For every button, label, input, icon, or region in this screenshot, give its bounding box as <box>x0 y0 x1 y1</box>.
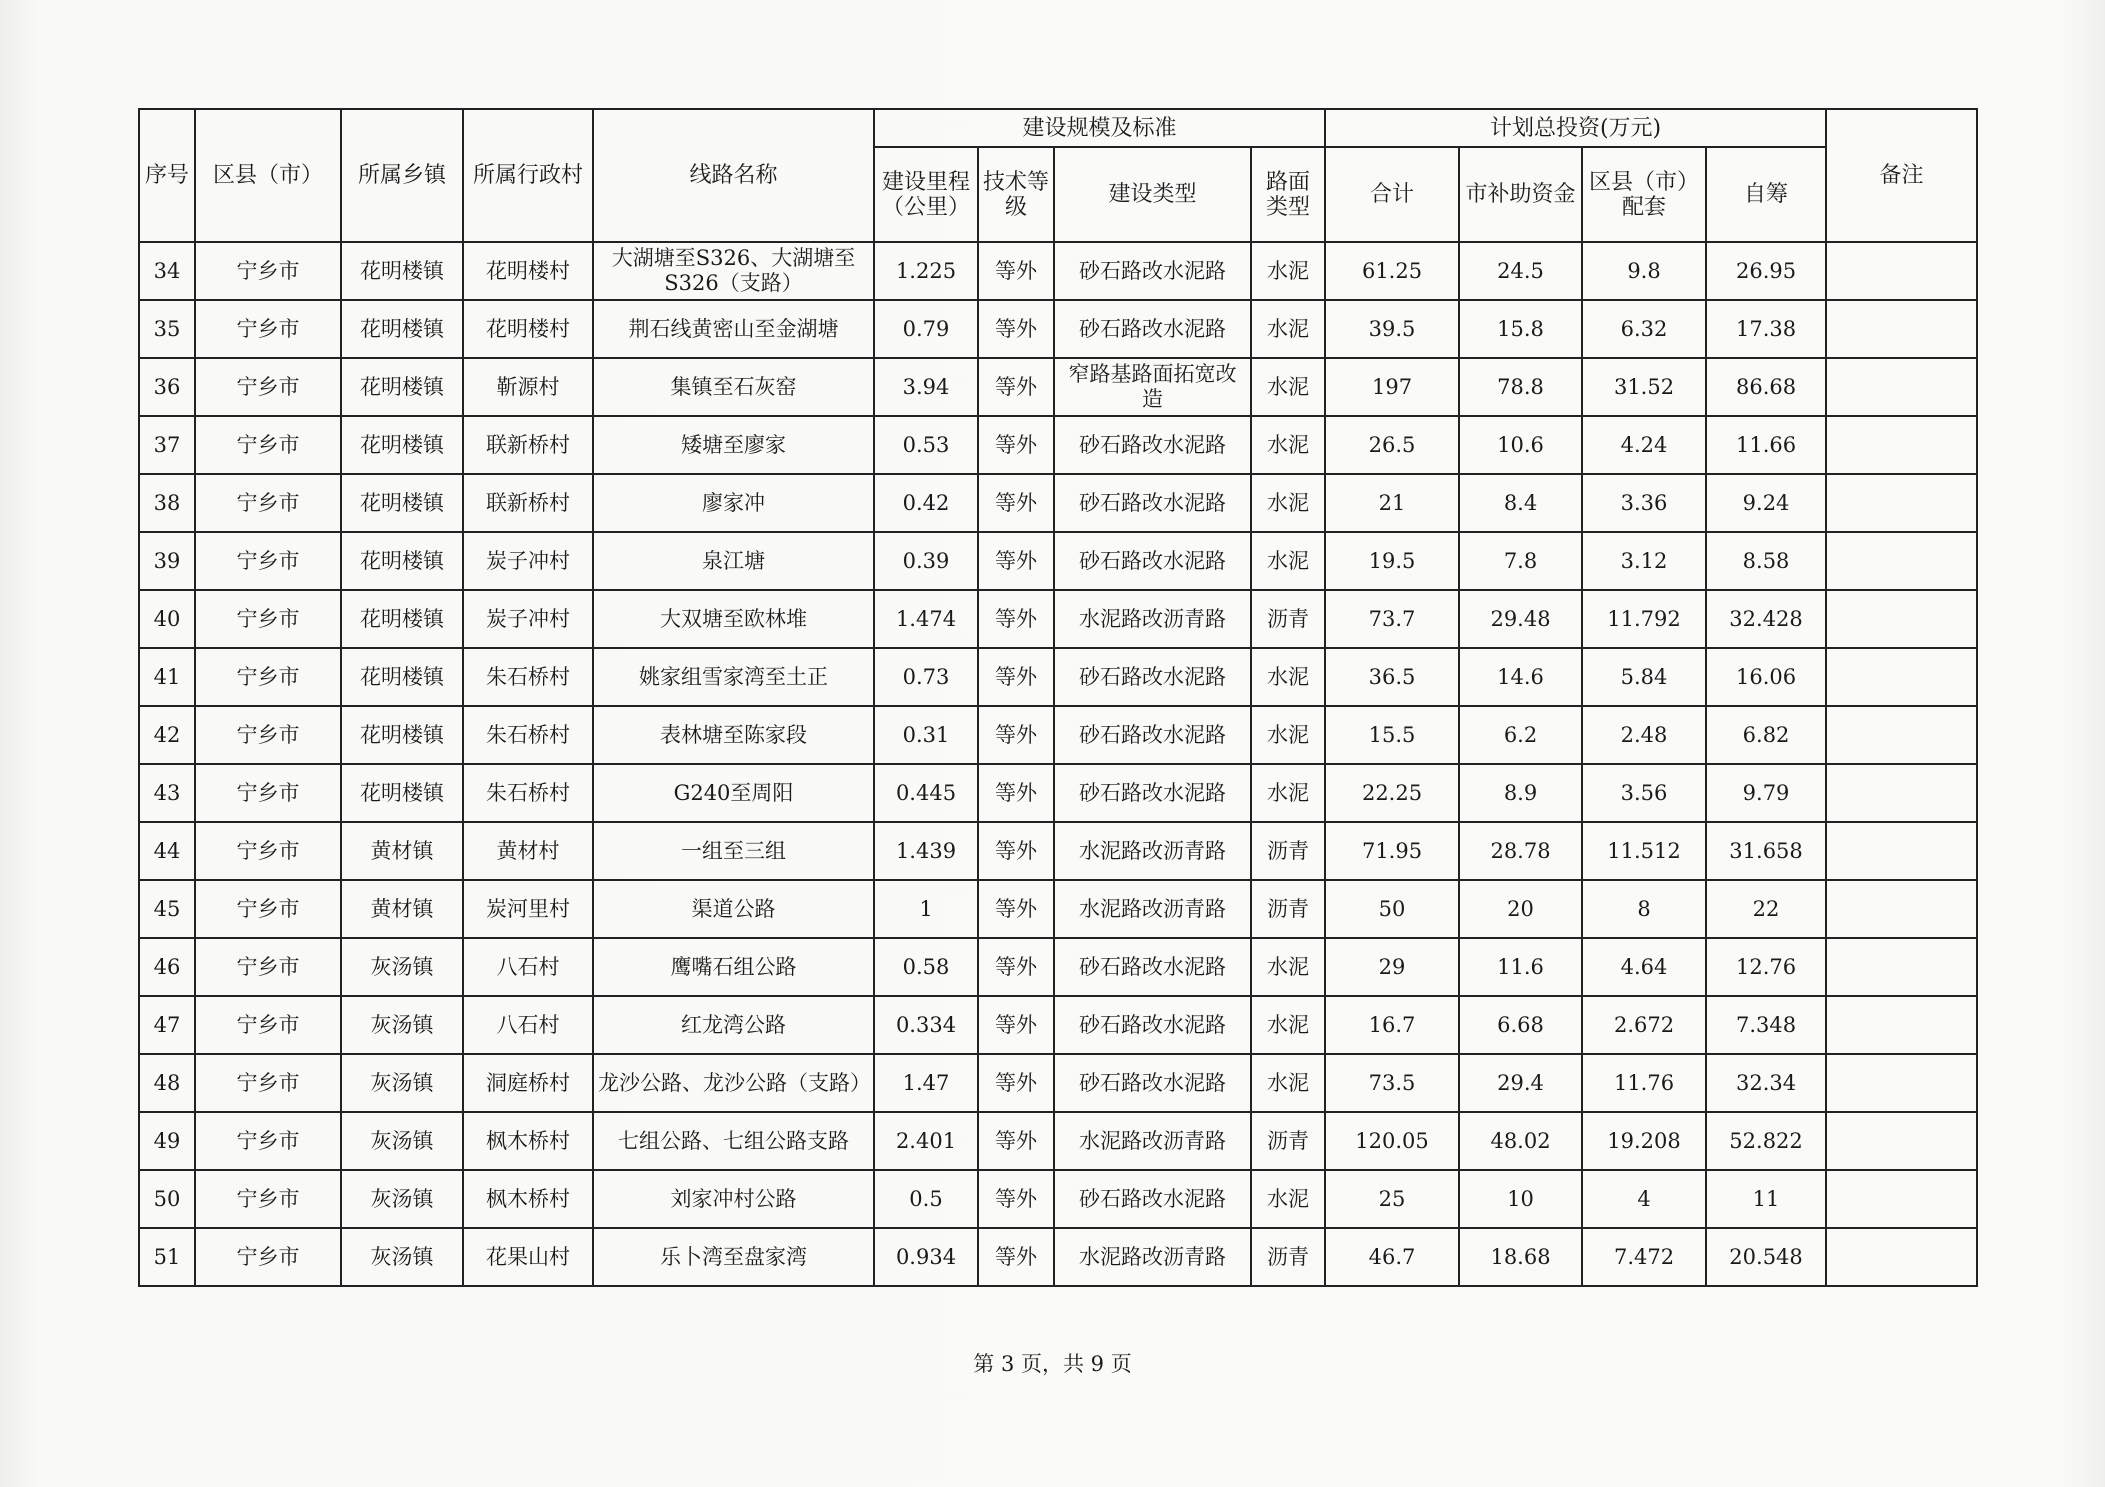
cell-seq: 47 <box>139 996 195 1054</box>
cell-village: 朱石桥村 <box>463 764 593 822</box>
cell-self-fund: 9.24 <box>1706 474 1826 532</box>
cell-mileage: 0.42 <box>874 474 978 532</box>
cell-village: 靳源村 <box>463 358 593 416</box>
table-row <box>139 706 1977 764</box>
cell-type: 砂石路改水泥路 <box>1054 1054 1251 1112</box>
table-row <box>139 938 1977 996</box>
cell-total: 71.95 <box>1325 822 1459 880</box>
cell-self-fund: 52.822 <box>1706 1112 1826 1170</box>
header-self-fund: 自筹 <box>1706 147 1826 242</box>
cell-self-fund: 17.38 <box>1706 300 1826 358</box>
cell-village: 枫木桥村 <box>463 1170 593 1228</box>
cell-county-fund: 3.56 <box>1582 764 1706 822</box>
cell-self-fund: 7.348 <box>1706 996 1826 1054</box>
cell-village: 联新桥村 <box>463 416 593 474</box>
cell-county-fund: 4.64 <box>1582 938 1706 996</box>
cell-mileage: 0.934 <box>874 1228 978 1286</box>
cell-type: 水泥路改沥青路 <box>1054 1112 1251 1170</box>
header-mileage: 建设里程（公里） <box>874 147 978 242</box>
cell-total: 61.25 <box>1325 242 1459 300</box>
cell-type: 砂石路改水泥路 <box>1054 300 1251 358</box>
cell-mileage: 0.53 <box>874 416 978 474</box>
cell-town: 灰汤镇 <box>341 996 463 1054</box>
cell-surface: 水泥 <box>1251 474 1325 532</box>
cell-type: 砂石路改水泥路 <box>1054 764 1251 822</box>
cell-city-fund: 6.2 <box>1459 706 1582 764</box>
cell-village: 洞庭桥村 <box>463 1054 593 1112</box>
cell-village: 联新桥村 <box>463 474 593 532</box>
cell-county-fund: 4 <box>1582 1170 1706 1228</box>
cell-surface: 水泥 <box>1251 242 1325 300</box>
cell-remark <box>1826 358 1977 416</box>
cell-surface: 水泥 <box>1251 648 1325 706</box>
cell-road: 七组公路、七组公路支路 <box>593 1112 874 1170</box>
cell-county-fund: 11.512 <box>1582 822 1706 880</box>
cell-county-fund: 6.32 <box>1582 300 1706 358</box>
cell-mileage: 0.334 <box>874 996 978 1054</box>
cell-road: G240至周阳 <box>593 764 874 822</box>
cell-self-fund: 6.82 <box>1706 706 1826 764</box>
cell-county: 宁乡市 <box>195 416 341 474</box>
cell-county-fund: 11.76 <box>1582 1054 1706 1112</box>
cell-seq: 35 <box>139 300 195 358</box>
table-row <box>139 1228 1977 1286</box>
cell-village: 朱石桥村 <box>463 648 593 706</box>
cell-town: 黄材镇 <box>341 880 463 938</box>
cell-city-fund: 48.02 <box>1459 1112 1582 1170</box>
cell-type: 砂石路改水泥路 <box>1054 996 1251 1054</box>
cell-self-fund: 11 <box>1706 1170 1826 1228</box>
cell-village: 八石村 <box>463 938 593 996</box>
cell-seq: 46 <box>139 938 195 996</box>
cell-road: 鹰嘴石组公路 <box>593 938 874 996</box>
header-grade: 技术等级 <box>978 147 1054 242</box>
cell-type: 砂石路改水泥路 <box>1054 416 1251 474</box>
cell-county: 宁乡市 <box>195 822 341 880</box>
cell-city-fund: 29.4 <box>1459 1054 1582 1112</box>
table-row <box>139 416 1977 474</box>
cell-road: 大双塘至欧林堆 <box>593 590 874 648</box>
cell-surface: 水泥 <box>1251 764 1325 822</box>
cell-town: 灰汤镇 <box>341 1170 463 1228</box>
cell-remark <box>1826 1170 1977 1228</box>
cell-total: 197 <box>1325 358 1459 416</box>
cell-county: 宁乡市 <box>195 764 341 822</box>
cell-road: 矮塘至廖家 <box>593 416 874 474</box>
cell-village: 花果山村 <box>463 1228 593 1286</box>
cell-remark <box>1826 300 1977 358</box>
cell-seq: 36 <box>139 358 195 416</box>
cell-remark <box>1826 590 1977 648</box>
cell-remark <box>1826 242 1977 300</box>
cell-county: 宁乡市 <box>195 590 341 648</box>
cell-seq: 38 <box>139 474 195 532</box>
cell-type: 水泥路改沥青路 <box>1054 880 1251 938</box>
cell-seq: 40 <box>139 590 195 648</box>
cell-total: 39.5 <box>1325 300 1459 358</box>
header-invest-group: 计划总投资(万元) <box>1325 109 1826 147</box>
cell-grade: 等外 <box>978 648 1054 706</box>
cell-town: 花明楼镇 <box>341 416 463 474</box>
cell-road: 大湖塘至S326、大湖塘至S326（支路） <box>593 242 874 300</box>
cell-grade: 等外 <box>978 764 1054 822</box>
cell-total: 50 <box>1325 880 1459 938</box>
cell-type: 砂石路改水泥路 <box>1054 1170 1251 1228</box>
cell-remark <box>1826 880 1977 938</box>
cell-total: 19.5 <box>1325 532 1459 590</box>
cell-remark <box>1826 996 1977 1054</box>
cell-county: 宁乡市 <box>195 880 341 938</box>
cell-remark <box>1826 706 1977 764</box>
cell-road: 表林塘至陈家段 <box>593 706 874 764</box>
cell-county: 宁乡市 <box>195 706 341 764</box>
cell-remark <box>1826 474 1977 532</box>
cell-road: 刘家冲村公路 <box>593 1170 874 1228</box>
cell-seq: 37 <box>139 416 195 474</box>
cell-county: 宁乡市 <box>195 648 341 706</box>
cell-seq: 43 <box>139 764 195 822</box>
cell-grade: 等外 <box>978 938 1054 996</box>
cell-city-fund: 20 <box>1459 880 1582 938</box>
cell-town: 花明楼镇 <box>341 590 463 648</box>
cell-grade: 等外 <box>978 474 1054 532</box>
cell-city-fund: 15.8 <box>1459 300 1582 358</box>
cell-mileage: 0.73 <box>874 648 978 706</box>
table-row <box>139 358 1977 416</box>
cell-surface: 沥青 <box>1251 1228 1325 1286</box>
cell-grade: 等外 <box>978 996 1054 1054</box>
cell-total: 15.5 <box>1325 706 1459 764</box>
cell-village: 花明楼村 <box>463 300 593 358</box>
header-type: 建设类型 <box>1054 147 1251 242</box>
header-seq: 序号 <box>139 109 195 242</box>
cell-self-fund: 32.34 <box>1706 1054 1826 1112</box>
cell-remark <box>1826 822 1977 880</box>
cell-county-fund: 7.472 <box>1582 1228 1706 1286</box>
cell-road: 姚家组雪家湾至土正 <box>593 648 874 706</box>
cell-surface: 沥青 <box>1251 590 1325 648</box>
table-row <box>139 1170 1977 1228</box>
cell-self-fund: 20.548 <box>1706 1228 1826 1286</box>
cell-county-fund: 2.672 <box>1582 996 1706 1054</box>
table-row <box>139 300 1977 358</box>
table-row <box>139 590 1977 648</box>
header-village: 所属行政村 <box>463 109 593 242</box>
cell-city-fund: 8.9 <box>1459 764 1582 822</box>
cell-mileage: 0.445 <box>874 764 978 822</box>
cell-road: 龙沙公路、龙沙公路（支路） <box>593 1054 874 1112</box>
cell-county-fund: 9.8 <box>1582 242 1706 300</box>
cell-road: 荆石线黄密山至金湖塘 <box>593 300 874 358</box>
cell-county: 宁乡市 <box>195 1054 341 1112</box>
cell-county-fund: 8 <box>1582 880 1706 938</box>
cell-seq: 51 <box>139 1228 195 1286</box>
cell-surface: 沥青 <box>1251 1112 1325 1170</box>
header-remark: 备注 <box>1826 109 1977 242</box>
cell-mileage: 2.401 <box>874 1112 978 1170</box>
cell-self-fund: 22 <box>1706 880 1826 938</box>
cell-village: 炭子冲村 <box>463 532 593 590</box>
cell-type: 砂石路改水泥路 <box>1054 938 1251 996</box>
cell-self-fund: 32.428 <box>1706 590 1826 648</box>
cell-surface: 水泥 <box>1251 300 1325 358</box>
table-row <box>139 474 1977 532</box>
cell-mileage: 0.39 <box>874 532 978 590</box>
cell-total: 22.25 <box>1325 764 1459 822</box>
cell-total: 73.5 <box>1325 1054 1459 1112</box>
cell-county: 宁乡市 <box>195 1228 341 1286</box>
cell-remark <box>1826 938 1977 996</box>
cell-grade: 等外 <box>978 1228 1054 1286</box>
table-row <box>139 532 1977 590</box>
table-row <box>139 880 1977 938</box>
cell-county-fund: 19.208 <box>1582 1112 1706 1170</box>
cell-city-fund: 10 <box>1459 1170 1582 1228</box>
cell-town: 灰汤镇 <box>341 1112 463 1170</box>
cell-town: 黄材镇 <box>341 822 463 880</box>
cell-county: 宁乡市 <box>195 938 341 996</box>
cell-grade: 等外 <box>978 822 1054 880</box>
table-row <box>139 822 1977 880</box>
cell-total: 29 <box>1325 938 1459 996</box>
cell-type: 砂石路改水泥路 <box>1054 532 1251 590</box>
table-row <box>139 1112 1977 1170</box>
table-header <box>139 109 1977 242</box>
header-surface: 路面类型 <box>1251 147 1325 242</box>
cell-seq: 49 <box>139 1112 195 1170</box>
cell-surface: 水泥 <box>1251 532 1325 590</box>
cell-self-fund: 11.66 <box>1706 416 1826 474</box>
table-row <box>139 648 1977 706</box>
cell-total: 21 <box>1325 474 1459 532</box>
cell-county: 宁乡市 <box>195 300 341 358</box>
cell-seq: 44 <box>139 822 195 880</box>
cell-county-fund: 31.52 <box>1582 358 1706 416</box>
cell-self-fund: 16.06 <box>1706 648 1826 706</box>
cell-self-fund: 26.95 <box>1706 242 1826 300</box>
cell-seq: 39 <box>139 532 195 590</box>
cell-road: 红龙湾公路 <box>593 996 874 1054</box>
cell-surface: 水泥 <box>1251 706 1325 764</box>
cell-village: 朱石桥村 <box>463 706 593 764</box>
cell-grade: 等外 <box>978 242 1054 300</box>
project-table <box>138 108 1978 1287</box>
cell-village: 花明楼村 <box>463 242 593 300</box>
cell-town: 灰汤镇 <box>341 938 463 996</box>
cell-town: 花明楼镇 <box>341 358 463 416</box>
cell-village: 八石村 <box>463 996 593 1054</box>
cell-county: 宁乡市 <box>195 242 341 300</box>
cell-self-fund: 8.58 <box>1706 532 1826 590</box>
cell-grade: 等外 <box>978 300 1054 358</box>
cell-town: 花明楼镇 <box>341 474 463 532</box>
cell-mileage: 0.5 <box>874 1170 978 1228</box>
cell-total: 73.7 <box>1325 590 1459 648</box>
cell-remark <box>1826 1112 1977 1170</box>
cell-total: 46.7 <box>1325 1228 1459 1286</box>
cell-mileage: 1.439 <box>874 822 978 880</box>
cell-total: 120.05 <box>1325 1112 1459 1170</box>
cell-grade: 等外 <box>978 1112 1054 1170</box>
cell-city-fund: 8.4 <box>1459 474 1582 532</box>
cell-county-fund: 3.12 <box>1582 532 1706 590</box>
cell-remark <box>1826 764 1977 822</box>
cell-self-fund: 31.658 <box>1706 822 1826 880</box>
cell-county-fund: 5.84 <box>1582 648 1706 706</box>
cell-remark <box>1826 416 1977 474</box>
cell-total: 36.5 <box>1325 648 1459 706</box>
cell-mileage: 0.31 <box>874 706 978 764</box>
cell-total: 16.7 <box>1325 996 1459 1054</box>
cell-grade: 等外 <box>978 1054 1054 1112</box>
cell-village: 炭河里村 <box>463 880 593 938</box>
cell-mileage: 1 <box>874 880 978 938</box>
header-county: 区县（市） <box>195 109 341 242</box>
cell-county: 宁乡市 <box>195 474 341 532</box>
header-city-fund: 市补助资金 <box>1459 147 1582 242</box>
cell-grade: 等外 <box>978 1170 1054 1228</box>
cell-grade: 等外 <box>978 706 1054 764</box>
header-total: 合计 <box>1325 147 1459 242</box>
cell-remark <box>1826 1228 1977 1286</box>
cell-seq: 50 <box>139 1170 195 1228</box>
cell-remark <box>1826 1054 1977 1112</box>
cell-county: 宁乡市 <box>195 996 341 1054</box>
cell-grade: 等外 <box>978 532 1054 590</box>
page-number: 第 3 页，共 9 页 <box>973 1352 1132 1376</box>
table-row <box>139 764 1977 822</box>
cell-surface: 水泥 <box>1251 416 1325 474</box>
cell-surface: 水泥 <box>1251 1170 1325 1228</box>
cell-mileage: 0.79 <box>874 300 978 358</box>
cell-village: 枫木桥村 <box>463 1112 593 1170</box>
cell-road: 集镇至石灰窑 <box>593 358 874 416</box>
cell-surface: 水泥 <box>1251 358 1325 416</box>
cell-mileage: 1.474 <box>874 590 978 648</box>
cell-road: 乐卜湾至盘家湾 <box>593 1228 874 1286</box>
cell-surface: 沥青 <box>1251 822 1325 880</box>
cell-county-fund: 4.24 <box>1582 416 1706 474</box>
cell-county: 宁乡市 <box>195 1112 341 1170</box>
cell-remark <box>1826 648 1977 706</box>
cell-county-fund: 11.792 <box>1582 590 1706 648</box>
cell-county: 宁乡市 <box>195 358 341 416</box>
table-row <box>139 996 1977 1054</box>
header-county-fund: 区县（市）配套 <box>1582 147 1706 242</box>
cell-city-fund: 7.8 <box>1459 532 1582 590</box>
header-town: 所属乡镇 <box>341 109 463 242</box>
cell-surface: 水泥 <box>1251 938 1325 996</box>
cell-county-fund: 3.36 <box>1582 474 1706 532</box>
cell-mileage: 0.58 <box>874 938 978 996</box>
cell-road: 渠道公路 <box>593 880 874 938</box>
cell-city-fund: 18.68 <box>1459 1228 1582 1286</box>
cell-road: 一组至三组 <box>593 822 874 880</box>
cell-grade: 等外 <box>978 880 1054 938</box>
cell-surface: 水泥 <box>1251 996 1325 1054</box>
cell-type: 砂石路改水泥路 <box>1054 242 1251 300</box>
cell-city-fund: 11.6 <box>1459 938 1582 996</box>
cell-self-fund: 12.76 <box>1706 938 1826 996</box>
cell-mileage: 1.47 <box>874 1054 978 1112</box>
cell-type: 水泥路改沥青路 <box>1054 1228 1251 1286</box>
cell-grade: 等外 <box>978 416 1054 474</box>
cell-seq: 45 <box>139 880 195 938</box>
cell-town: 灰汤镇 <box>341 1054 463 1112</box>
cell-city-fund: 14.6 <box>1459 648 1582 706</box>
cell-type: 砂石路改水泥路 <box>1054 474 1251 532</box>
cell-town: 花明楼镇 <box>341 242 463 300</box>
cell-village: 黄材村 <box>463 822 593 880</box>
cell-city-fund: 29.48 <box>1459 590 1582 648</box>
cell-town: 花明楼镇 <box>341 648 463 706</box>
cell-type: 水泥路改沥青路 <box>1054 590 1251 648</box>
cell-town: 花明楼镇 <box>341 764 463 822</box>
cell-mileage: 3.94 <box>874 358 978 416</box>
cell-city-fund: 24.5 <box>1459 242 1582 300</box>
cell-county-fund: 2.48 <box>1582 706 1706 764</box>
cell-county: 宁乡市 <box>195 532 341 590</box>
cell-mileage: 1.225 <box>874 242 978 300</box>
header-road: 线路名称 <box>593 109 874 242</box>
cell-remark <box>1826 532 1977 590</box>
cell-seq: 48 <box>139 1054 195 1112</box>
cell-village: 炭子冲村 <box>463 590 593 648</box>
cell-grade: 等外 <box>978 358 1054 416</box>
table-body <box>139 242 1977 1286</box>
cell-town: 花明楼镇 <box>341 300 463 358</box>
cell-city-fund: 78.8 <box>1459 358 1582 416</box>
cell-city-fund: 28.78 <box>1459 822 1582 880</box>
cell-self-fund: 86.68 <box>1706 358 1826 416</box>
cell-self-fund: 9.79 <box>1706 764 1826 822</box>
cell-road: 廖家冲 <box>593 474 874 532</box>
cell-type: 砂石路改水泥路 <box>1054 706 1251 764</box>
cell-surface: 沥青 <box>1251 880 1325 938</box>
header-scale-group: 建设规模及标准 <box>874 109 1325 147</box>
cell-type: 水泥路改沥青路 <box>1054 822 1251 880</box>
cell-total: 25 <box>1325 1170 1459 1228</box>
cell-grade: 等外 <box>978 590 1054 648</box>
cell-town: 花明楼镇 <box>341 706 463 764</box>
cell-type: 砂石路改水泥路 <box>1054 648 1251 706</box>
cell-type: 窄路基路面拓宽改造 <box>1054 358 1251 416</box>
cell-seq: 41 <box>139 648 195 706</box>
cell-city-fund: 10.6 <box>1459 416 1582 474</box>
cell-seq: 42 <box>139 706 195 764</box>
cell-county: 宁乡市 <box>195 1170 341 1228</box>
cell-total: 26.5 <box>1325 416 1459 474</box>
cell-town: 花明楼镇 <box>341 532 463 590</box>
table-row <box>139 242 1977 300</box>
table-row <box>139 1054 1977 1112</box>
cell-road: 泉江塘 <box>593 532 874 590</box>
cell-town: 灰汤镇 <box>341 1228 463 1286</box>
cell-city-fund: 6.68 <box>1459 996 1582 1054</box>
cell-surface: 水泥 <box>1251 1054 1325 1112</box>
cell-seq: 34 <box>139 242 195 300</box>
